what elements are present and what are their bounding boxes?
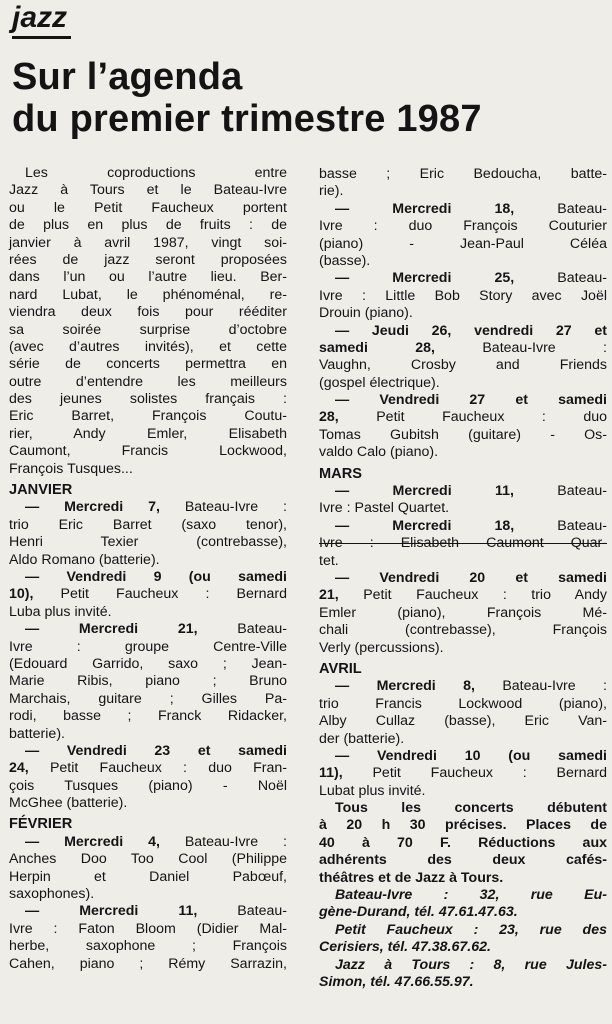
event-date: 24,	[9, 760, 29, 777]
text-line: çois Tusques (piano) - Noël	[9, 777, 287, 794]
event-text: Bateau-Ivre :	[159, 833, 287, 850]
text-line	[319, 201, 607, 218]
event-date: 28,	[319, 409, 339, 426]
event-date: — Mercredi 7,	[25, 499, 160, 516]
text-line	[9, 621, 287, 638]
event-date: — Mercredi 4,	[25, 833, 160, 850]
text-line	[319, 270, 607, 287]
text-line: Anches Doo Too Cool (Philippe	[9, 851, 287, 868]
event-text: Petit Faucheux : Bernard	[342, 765, 607, 782]
event-date: — Mercredi 11,	[25, 903, 198, 920]
text-line: Ivre : Little Bob Story avec Joël	[319, 287, 607, 304]
text-line: Tous les concerts débutent	[335, 800, 607, 817]
text-line	[9, 586, 287, 603]
event-text: Petit Faucheux : Bernard	[33, 586, 287, 603]
text-line: — Vendredi 9 (ou samedi	[25, 568, 287, 585]
text-line: à 20 h 30 précises. Places de	[319, 817, 607, 834]
text-line	[319, 765, 607, 782]
text-line: Ivre : Pastel Quartet.	[319, 500, 450, 517]
text-line: (gospel électrique).	[319, 374, 440, 391]
event-text: Bateau-Ivre :	[474, 678, 607, 695]
event-text: Petit Faucheux : trio Andy	[338, 587, 607, 604]
event-date: — Mercredi 25,	[335, 270, 515, 287]
text-line: 40 à 70 F. Réductions aux	[319, 834, 607, 851]
text-line: trio Eric Barret (saxo tenor),	[9, 516, 287, 533]
article-title	[12, 56, 602, 140]
event-text: Petit Faucheux : duo Fran-	[28, 760, 287, 777]
text-line: François Tusques...	[9, 460, 133, 477]
month-heading: JANVIER	[9, 482, 73, 499]
text-line: batterie).	[9, 725, 65, 742]
text-line: Alby Cullaz (basse), Eric Van-	[319, 713, 607, 730]
text-line: Ivre : Elisabeth Caumont Quar-	[319, 535, 607, 552]
text-line: Henri Texier (contrebasse),	[9, 534, 287, 551]
text-line: McGhee (batterie).	[9, 795, 128, 812]
text-line	[9, 499, 287, 516]
text-line	[319, 409, 607, 426]
text-line	[9, 903, 287, 920]
text-line: Ivre : Faton Bloom (Didier Mal-	[9, 920, 287, 937]
text-line: trio Francis Lockwood (piano),	[319, 695, 607, 712]
title-line-2: du premier trimestre 1987	[12, 98, 482, 140]
text-line: chali (contrebasse), François	[319, 622, 607, 639]
text-line: Aldo Romano (batterie).	[9, 551, 160, 568]
text-line: Luba plus invité.	[9, 603, 112, 620]
text-line: der (batterie).	[319, 730, 405, 747]
text-line: (basse).	[319, 252, 371, 269]
event-text: Bateau-	[197, 903, 287, 920]
text-line: Ivre : groupe Centre-Ville	[9, 638, 287, 655]
text-line: série de concerts permettra en	[9, 356, 287, 373]
title-line-1: Sur l’agenda	[12, 56, 243, 98]
text-line: Caumont, Francis Lockwood,	[9, 443, 287, 460]
text-line: (Edouard Garrido, saxo ; Jean-	[9, 655, 287, 672]
event-date: — Mercredi 18,	[335, 200, 515, 217]
text-line	[319, 518, 607, 535]
text-line	[9, 834, 287, 851]
text-line: Herpin et Daniel Pabœuf,	[9, 868, 287, 885]
event-text: Bateau-	[514, 270, 607, 287]
text-line: — Vendredi 20 et samedi	[335, 569, 607, 586]
text-line: — Jeudi 26, vendredi 27 et	[335, 322, 607, 339]
event-date: — Mercredi 11,	[335, 483, 514, 500]
event-date: — Mercredi 8,	[335, 678, 475, 695]
text-line: saxophones).	[9, 886, 95, 903]
event-text: Bateau-	[513, 483, 607, 500]
text-line: rie).	[319, 183, 344, 200]
text-line: — Vendredi 27 et samedi	[335, 392, 607, 409]
text-line: nard Lubat, le phénoménal, re-	[9, 286, 287, 303]
text-line: herbe, saxophone ; François	[9, 938, 287, 955]
text-line: janvier à avril 1987, vingt soi-	[9, 234, 287, 251]
text-line	[319, 678, 607, 695]
event-text: Petit Faucheux : duo	[338, 409, 607, 426]
text-line: gène-Durand, tél. 47.61.47.63.	[319, 904, 518, 921]
text-line: — Vendredi 23 et samedi	[25, 742, 287, 759]
event-text: Bateau-Ivre :	[159, 499, 287, 516]
text-line: théâtres et de Jazz à Tours.	[319, 869, 504, 886]
text-line: Emler (piano), François Mé-	[319, 604, 607, 621]
event-date: samedi 28,	[319, 339, 435, 356]
right-column	[319, 166, 607, 991]
text-line: adhérents des deux cafés-	[319, 852, 607, 869]
text-line: Verly (percussions).	[319, 639, 444, 656]
month-heading: MARS	[319, 465, 362, 482]
text-line: sa soirée surprise d’octobre	[9, 321, 287, 338]
text-line: — Vendredi 10 (ou samedi	[335, 747, 607, 764]
text-line: Jazz à Tours : 8, rue Jules-	[335, 956, 607, 973]
text-line	[319, 340, 607, 357]
text-line: Cerisiers, tél. 47.38.67.62.	[319, 939, 491, 956]
text-line: outre d’entendre les meilleurs	[9, 373, 287, 390]
event-text: Bateau-Ivre :	[434, 339, 607, 356]
text-line: valdo Calo (piano).	[319, 444, 439, 461]
text-line	[9, 760, 287, 777]
text-line: Marchais, guitare ; Gilles Pa-	[9, 690, 287, 707]
month-heading: AVRIL	[319, 660, 362, 677]
text-line: Tomas Gubitsh (guitare) - Os-	[319, 426, 607, 443]
event-text: Bateau-	[514, 200, 607, 217]
text-line: Ivre : duo François Couturier	[319, 218, 607, 235]
event-text: Bateau-	[514, 517, 607, 534]
text-line: (piano) - Jean-Paul Céléa	[319, 235, 607, 252]
text-line: dans l’un ou l’autre lieu. Ber-	[9, 269, 287, 286]
text-line: Drouin (piano).	[319, 305, 413, 322]
month-heading: FÉVRIER	[9, 816, 73, 833]
event-date: 11),	[319, 765, 343, 782]
text-line: Lubat plus invité.	[319, 782, 426, 799]
section-rubric: jazz	[12, 0, 71, 39]
text-line: rier, Andy Emler, Elisabeth	[9, 425, 287, 442]
text-line: rodi, basse ; Franck Ridacker,	[9, 708, 287, 725]
text-line: basse ; Eric Bedoucha, batte-	[319, 166, 607, 182]
event-date: — Mercredi 21,	[25, 621, 198, 638]
text-line: de plus en plus de fruits : de	[9, 217, 287, 234]
left-column	[9, 165, 287, 973]
text-line: Jazz à Tours et le Bateau-Ivre	[9, 182, 287, 199]
event-date: 21,	[319, 587, 339, 604]
text-line: Simon, tél. 47.66.55.97.	[319, 973, 474, 990]
event-date: — Mercredi 18,	[335, 517, 515, 534]
text-line	[319, 587, 607, 604]
text-line: Les coproductions entre	[25, 165, 287, 181]
event-date: 10),	[9, 586, 34, 603]
text-line: Bateau-Ivre : 32, rue Eu-	[335, 887, 607, 904]
text-line: rées de jazz seront proposées	[9, 251, 287, 268]
text-line: des jeunes solistes français :	[9, 391, 287, 408]
text-line	[319, 483, 607, 500]
text-line: Petit Faucheux : 23, rue des	[335, 921, 607, 938]
text-line: Marie Ribis, piano ; Bruno	[9, 673, 287, 690]
text-line: Vaughn, Crosby and Friends	[319, 357, 607, 374]
event-text: Bateau-	[197, 621, 288, 638]
text-line: Cahen, piano ; Rémy Sarrazin,	[9, 955, 287, 972]
text-line: tet.	[319, 552, 339, 569]
text-line: viendra deux fois pour rééditer	[9, 304, 287, 321]
text-line: Eric Barret, François Coutu-	[9, 408, 287, 425]
text-line: ou le Petit Faucheux portent	[9, 199, 287, 216]
text-line: (avec d’autres invités), et cette	[9, 338, 287, 355]
